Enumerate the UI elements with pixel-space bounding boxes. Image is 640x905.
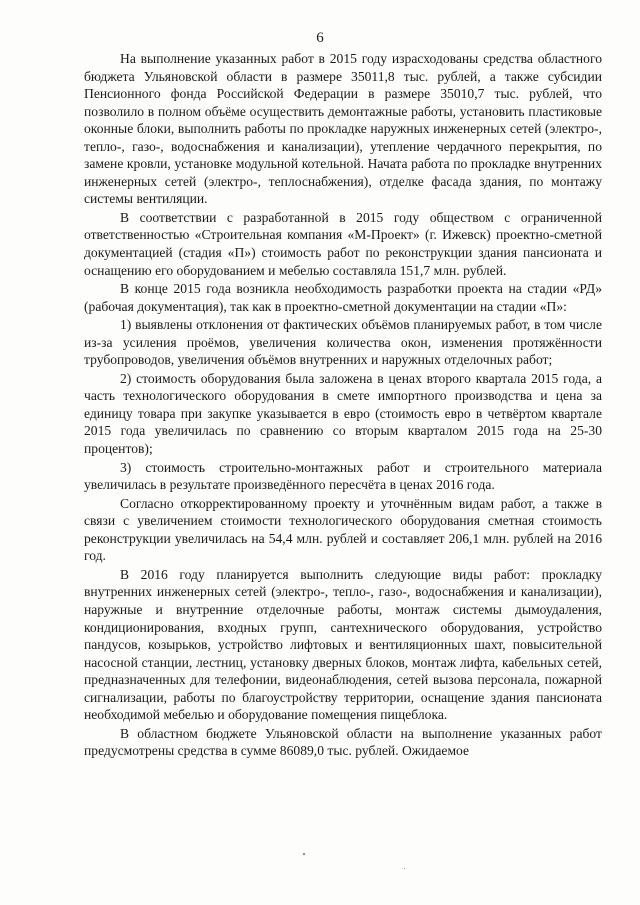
paragraph-budget-allocation: В областном бюджете Ульяновской области на выполнение указанных работ предусмотрены средства в сумме 86089,0 тыс. рублей. Ожидаемое (84, 725, 602, 759)
list-item-deviations: 1) выявлены отклонения от фактических объёмов планируемых работ, в том числе из-за усиления проёмов, увеличения количества окон, изменения протяжённости трубопроводов, увеличения объёмов внутренних и наружных отделочных работ; (84, 317, 602, 368)
list-item-construction-cost: 3) стоимость строительно-монтажных работ и строительного материала увеличилась в результате произведённого пересчёта в ценах 2016 года. (84, 459, 602, 493)
page-number: 6 (316, 30, 324, 46)
list-item-equipment-cost: 2) стоимость оборудования была заложена в ценах второго квартала 2015 года, а часть технологического оборудования в смете импортного производства и цена за единицу товара при закупке указывается в евро (стоимость евро в четвёртом квартале 2015 года увеличилась по сравнению со вторым кварталом 2015 года на 25-30 процентов); (84, 370, 602, 457)
paragraph-project-cost: В соответствии с разработанной в 2015 году обществом с ограниченной ответственностью «Строительная компания «М-Проект» (г. Ижевск) проектно-сметной документацией (стадия «П») стоимость работ по реконструкции здания пансионата и оснащению его оборудованием и мебелью составляла 151,7 млн. рублей. (84, 209, 602, 278)
paragraph-planned-works-2016: В 2016 году планируется выполнить следующие виды работ: прокладку внутренних инженерных сетей (электро-, тепло-, газо-, водоснабжения и канализации), наружные и внутренние отделочные работы, монтаж системы дымоудаления, кондиционирования, входных групп, сантехнического оборудования, устройство пандусов, козырьков, устройство лифтовых и вентиляционных шахт, повысительной насосной станции, лестниц, установку дверных блоков, монтаж лифта, кабельных сетей, предназначенных для телефонии, видеонаблюдения, сетей вызова персонала, пожарной сигнализации, работы по благоустройству территории, оснащение здания пансионата необходимой мебелью и оборудование помещения пищеблока. (84, 566, 602, 723)
paragraph-corrected-estimate: Согласно откорректированному проекту и уточнённым видам работ, а также в связи с увеличением стоимости технологического оборудования сметная стоимость реконструкции увеличилась на 54,4 млн. рублей и составляет 206,1 млн. рублей на 2016 год. (84, 495, 602, 564)
paragraph-expenditures-2015: На выполнение указанных работ в 2015 году израсходованы средства областного бюджета Ульяновской области в размере 35011,8 тыс. рублей, а также субсидии Пенсионного фонда Российской Федерации в размере 35010,7 тыс. рублей, что позволило в полном объёме осуществить демонтажные работы, установить пластиковые оконные блоки, выполнить работы по прокладке наружных инженерных сетей (электро-, тепло-, газо-, водоснабжения и канализации), утепление чердачного перекрытия, по замене кровли, установке модульной котельной. Начата работа по прокладке внутренних инженерных сетей (электро-, теплоснабжения), отделке фасада здания, по монтажу системы вентиляции. (84, 51, 602, 207)
scan-speck (303, 853, 305, 855)
scan-speck (404, 868, 405, 869)
paragraph-rd-stage-need: В конце 2015 года возникла необходимость разработки проекта на стадии «РД» (рабочая документация), так как в проектно-сметной документации на стадии «П»: (84, 281, 602, 314)
document-body (84, 50, 602, 761)
